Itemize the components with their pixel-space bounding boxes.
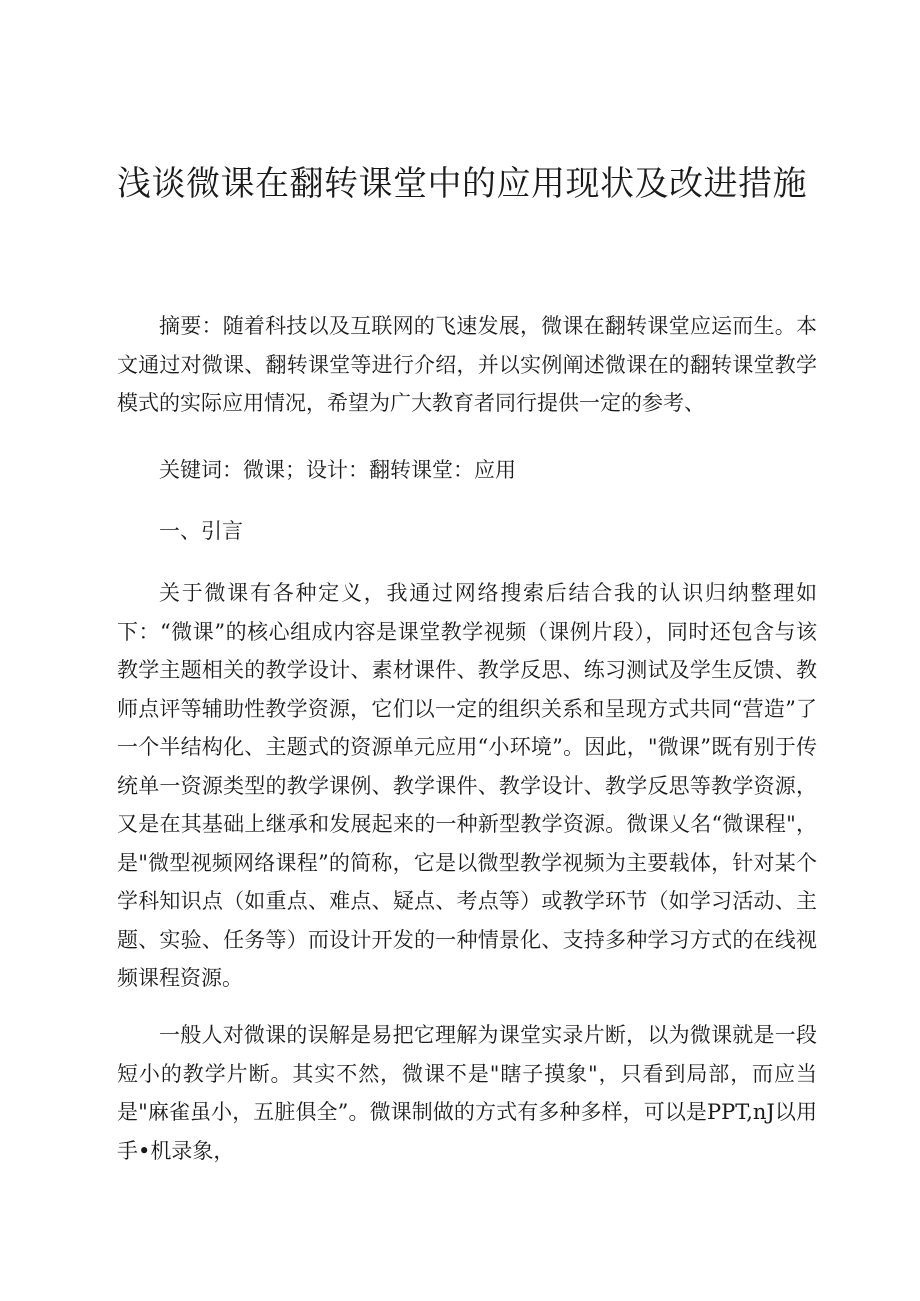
- body-paragraph: 关于微课有各种定义，我通过网络搜索后结合我的认识归纳整理如下：“微课”的核心组成内容是课堂教学视频（课例片段），同时还包含与该教学主题相关的教学设计、素材课件、教学反思、练习测试及学生反馈、教师点评等辅助性教学资源，它们以一定的组织关系和呈现方式共同“营造”了一个半结构化、主题式的资源单元应用“小环境”。因此，"微课”既有别于传统单一资源类型的教学课例、教学课件、教学设计、教学反思等教学资源，又是在其基础上继承和发展起来的一种新型教学资源。微课乂名“微课程"，是"微型视频网络课程”的简称，它是以微型教学视频为主要载体，针对某个学科知识点（如重点、难点、疑点、考点等）或教学环节（如学习活动、主题、实验、任务等）而设计开发的一种情景化、支持多种学习方式的在线视频课程资源。: [117, 581, 817, 990]
- abstract-paragraph: 摘要：随着科技以及互联网的飞速发展，微课在翻转课堂应运而生。本文通过对微课、翻转课堂等进行介绍，并以实例阐述微课在的翻转课堂教学模式的实际应用情况，希望为广大教育者同行提供一定的参考、: [117, 314, 817, 415]
- body-paragraph: 一般人对微课的误解是易把它理解为课堂实录片断，以为微课就是一段短小的教学片断。其实不然，微课不是"瞎子摸象"，只看到局部，而应当是"麻雀虽小，五脏俱全”。微课制做的方式有多种多样，可以是PPT,nJ以用手•机录象，: [117, 1023, 817, 1163]
- keywords-line: 关键词：微课；设计：翻转课堂：应用: [159, 458, 516, 482]
- document-title: 浅谈微课在翻转课堂中的应用现状及改进措施: [117, 164, 807, 204]
- section-heading: 一、引言: [159, 519, 243, 543]
